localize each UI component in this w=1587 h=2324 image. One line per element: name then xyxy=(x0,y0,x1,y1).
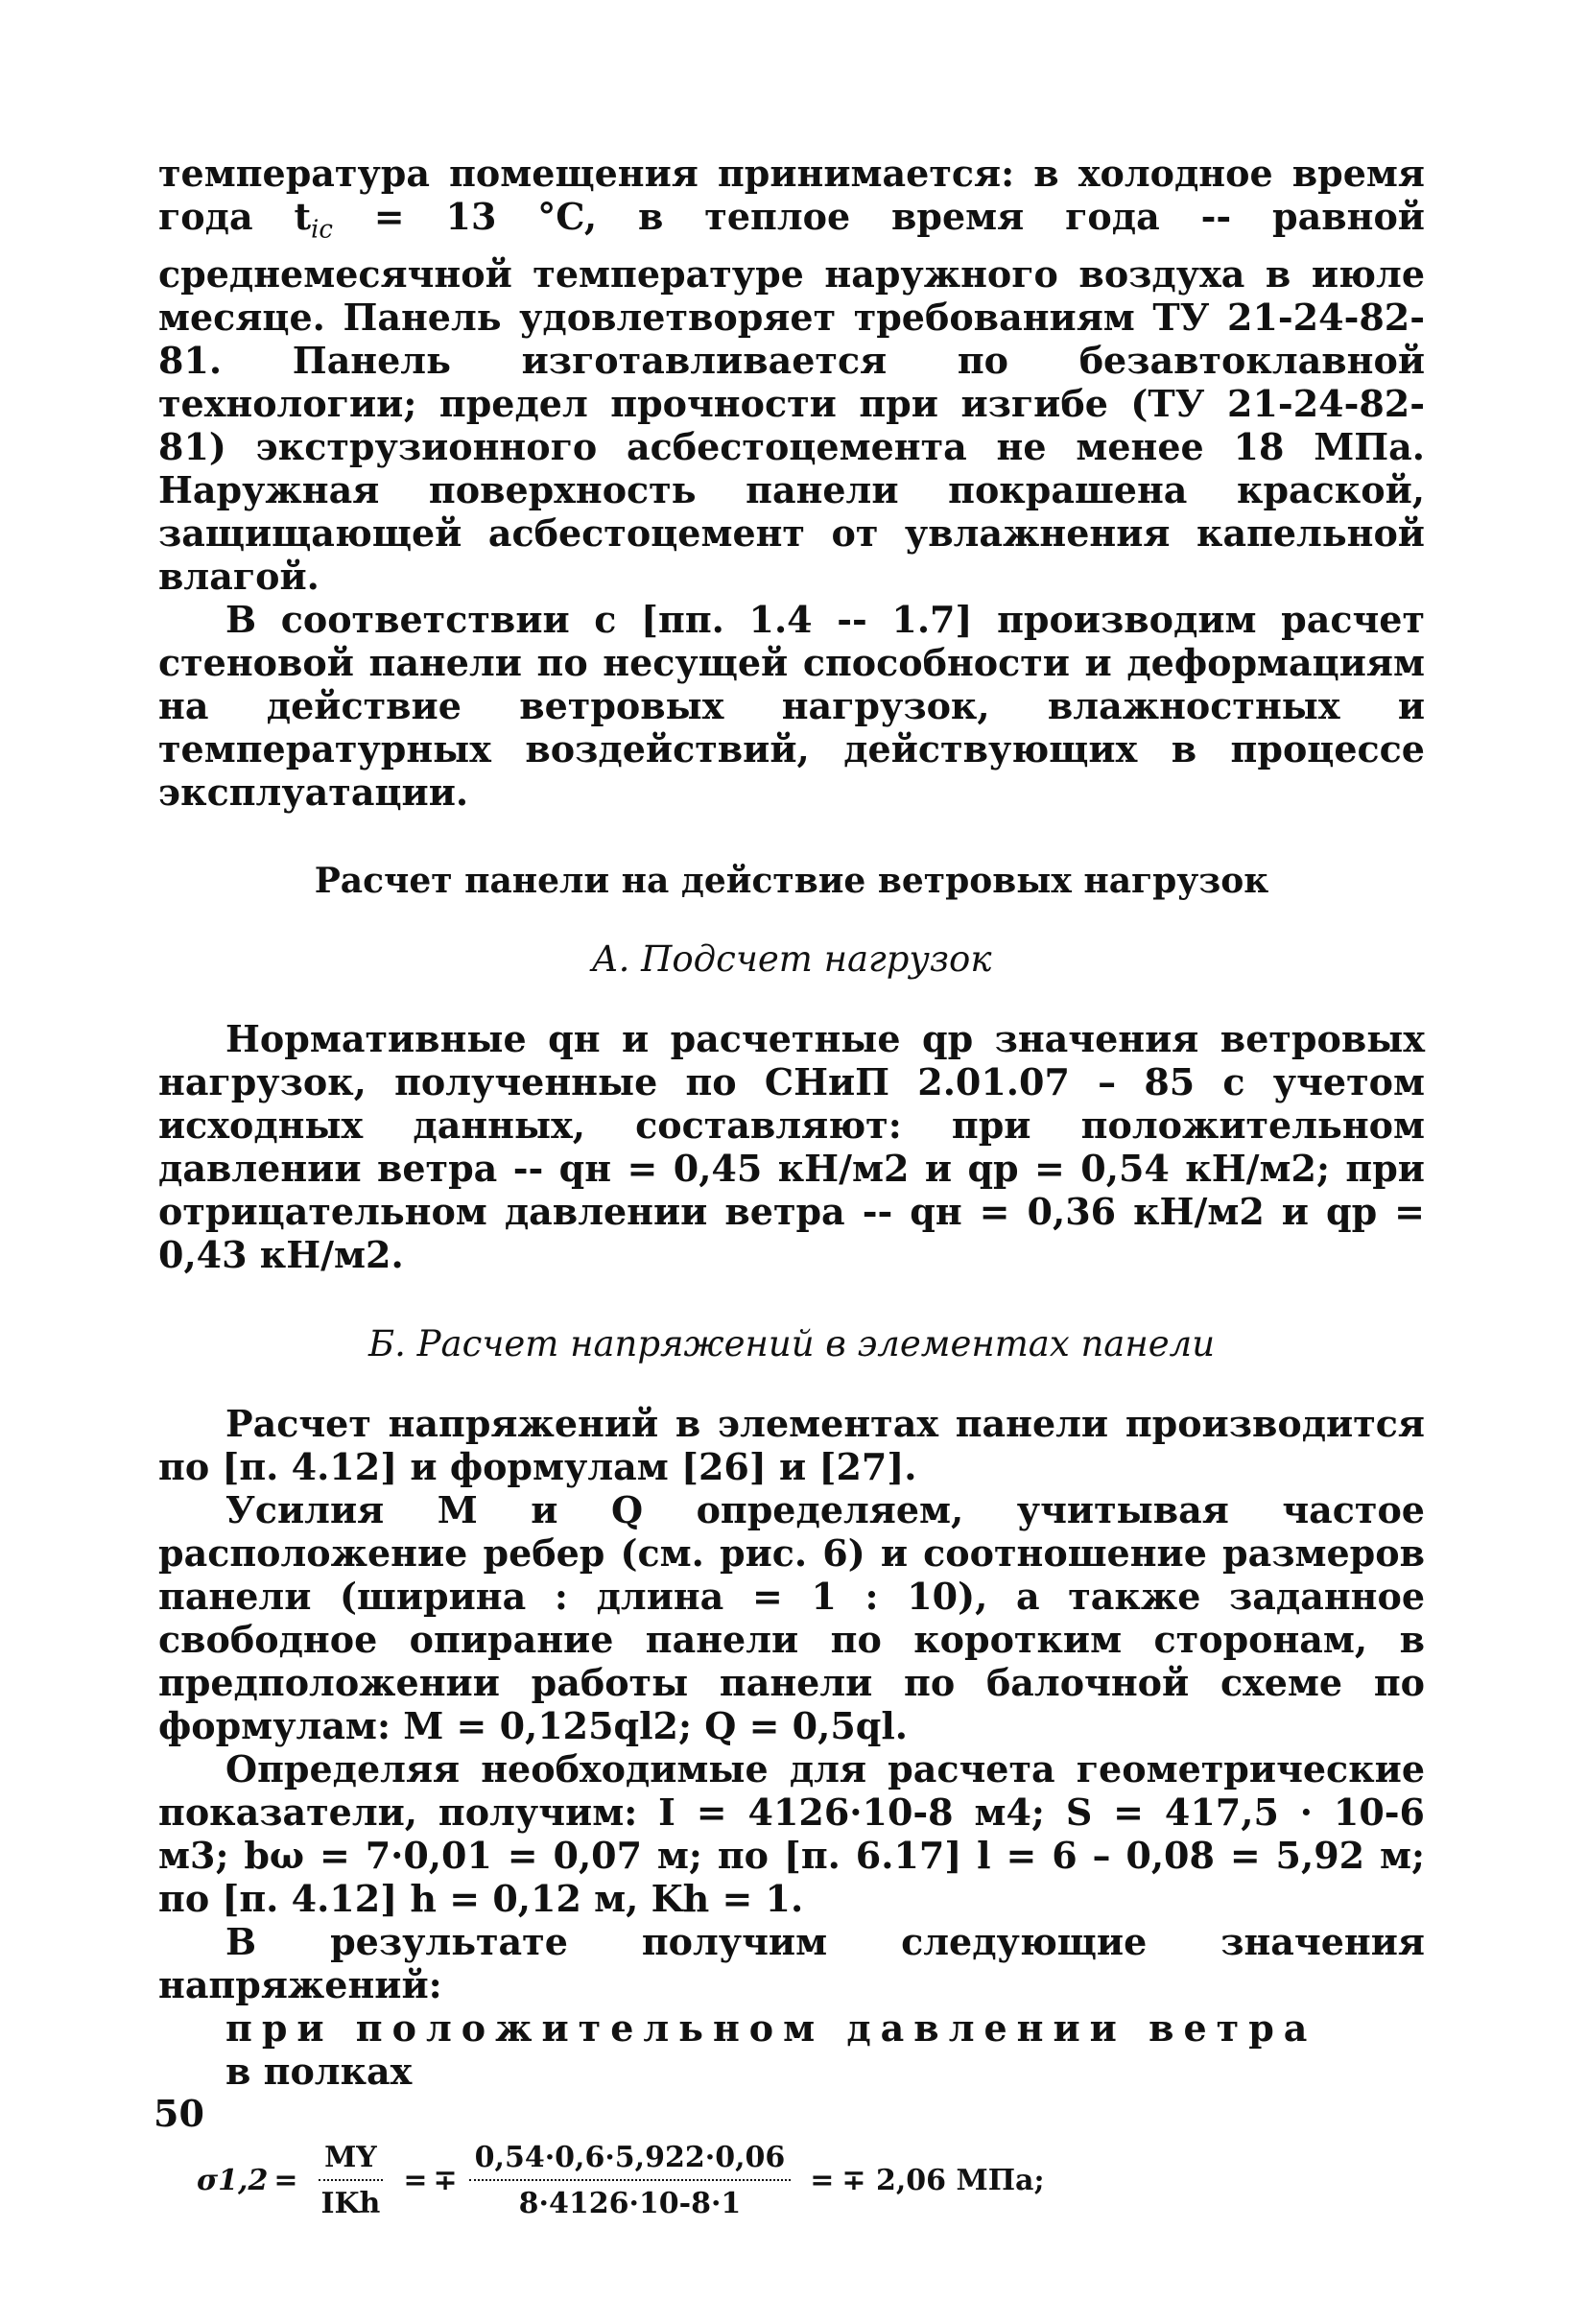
paragraph-stress-2: Усилия M и Q определяем, учитывая частое расположение ребер (см. рис. 6) и соотношение размеров панели (ширина : длина = 1 : 10), а также заданное свободное опирание панели по коротким сторонам, в предположении работы панели по балочной схеме по формулам: M = 0,125ql2; Q = 0,5ql. xyxy=(158,1487,1425,1747)
paragraph-loads: Нормативные qн и расчетные qр значения ветровых нагрузок, полученные по СНиП 2.01.07 – 85 с учетом исходных данных, составляют: при положительном давлении ветра -- qн = 0,45 кН/м2 и qр = 0,54 кН/м2; при отрицательном давлении ветра -- qн = 0,36 кН/м2 и qр = 0,43 кН/м2. xyxy=(158,1016,1425,1276)
formula-fraction-2-numerator: 0,54·0,6·5,922·0,06 xyxy=(469,2141,792,2181)
paragraph-positive-pressure: при положительном давлении ветра xyxy=(225,2005,1317,2050)
formula-fraction-1 xyxy=(315,2141,386,2221)
heading-stress-calc: Б. Расчет напряжений в элементах панели xyxy=(367,1322,1216,1364)
formula-fraction-1-numerator: MY xyxy=(319,2141,383,2181)
stress-formula: σ1,2 = $\frac{MY}{\text{IKh}}$ = ∓ $\frac{0,54\cdot 0,6\cdot 5,922\cdot 0,06}{8\cdot 4126\cdot 10-8\cdot 1}$ = ∓ 2,06 МПа; xyxy=(197,2140,1045,2220)
formula-fraction-2-denominator: 8·4126·10-8·1 xyxy=(518,2186,742,2220)
formula-lhs: σ1,2 xyxy=(197,2163,269,2197)
page-number: 50 xyxy=(154,2092,204,2135)
formula-fraction-1-denominator: IKh xyxy=(320,2186,381,2220)
paragraph-intro-rest: = 13 °C, в теплое время года -- равной среднемесячной температуре наружного воздуха в июле месяце. Панель удовлетворяет требованиям ТУ 21-24-82-81. Панель изготавливается по безавтоклавной технологии; предел прочности при изгибе (ТУ 21-24-82-81) экструзионного асбестоцемента не менее 18 МПа. Наружная поверхность панели покрашена краской, защищающей асбестоцемент от увлажнения капельной влагой. xyxy=(158,195,1425,598)
paragraph-calc-intro: В соответствии с [пп. 1.4 -- 1.7] производим расчет стеновой панели по несущей способности и деформациям на действие ветровых нагрузок, влажностных и температурных воздействий, действующих в процессе эксплуатации. xyxy=(158,597,1425,814)
paragraph-flanges: в полках xyxy=(225,2049,413,2093)
subscript-ic: ic xyxy=(311,215,333,245)
paragraph-stress-4: В результате получим следующие значения напряжений: xyxy=(158,1919,1425,2006)
paragraph-stress-1: Расчет напряжений в элементах панели производится по [п. 4.12] и формулам [26] и [27]. xyxy=(158,1401,1425,1488)
formula-sign: ∓ xyxy=(433,2163,458,2197)
document-page xyxy=(158,152,1425,2221)
formula-fraction-2 xyxy=(469,2141,792,2221)
paragraph-intro-start: температура помещения принимается: в холодное время года t xyxy=(158,152,1425,238)
paragraph-stress-3: Определяя необходимые для расчета геометрические показатели, получим: I = 4126·10-8 м4; S = 417,5 · 10-6 м3; bω = 7·0,01 = 0,07 м; по [п. 6.17] l = 6 – 0,08 = 5,92 м; по [п. 4.12] h = 0,12 м, Kh = 1. xyxy=(158,1746,1425,1920)
heading-wind-loads: Расчет панели на действие ветровых нагрузок xyxy=(314,860,1269,901)
heading-load-count: А. Подсчет нагрузок xyxy=(591,937,992,980)
formula-result: ∓ 2,06 МПа; xyxy=(841,2163,1045,2197)
paragraph-intro xyxy=(158,152,1425,598)
